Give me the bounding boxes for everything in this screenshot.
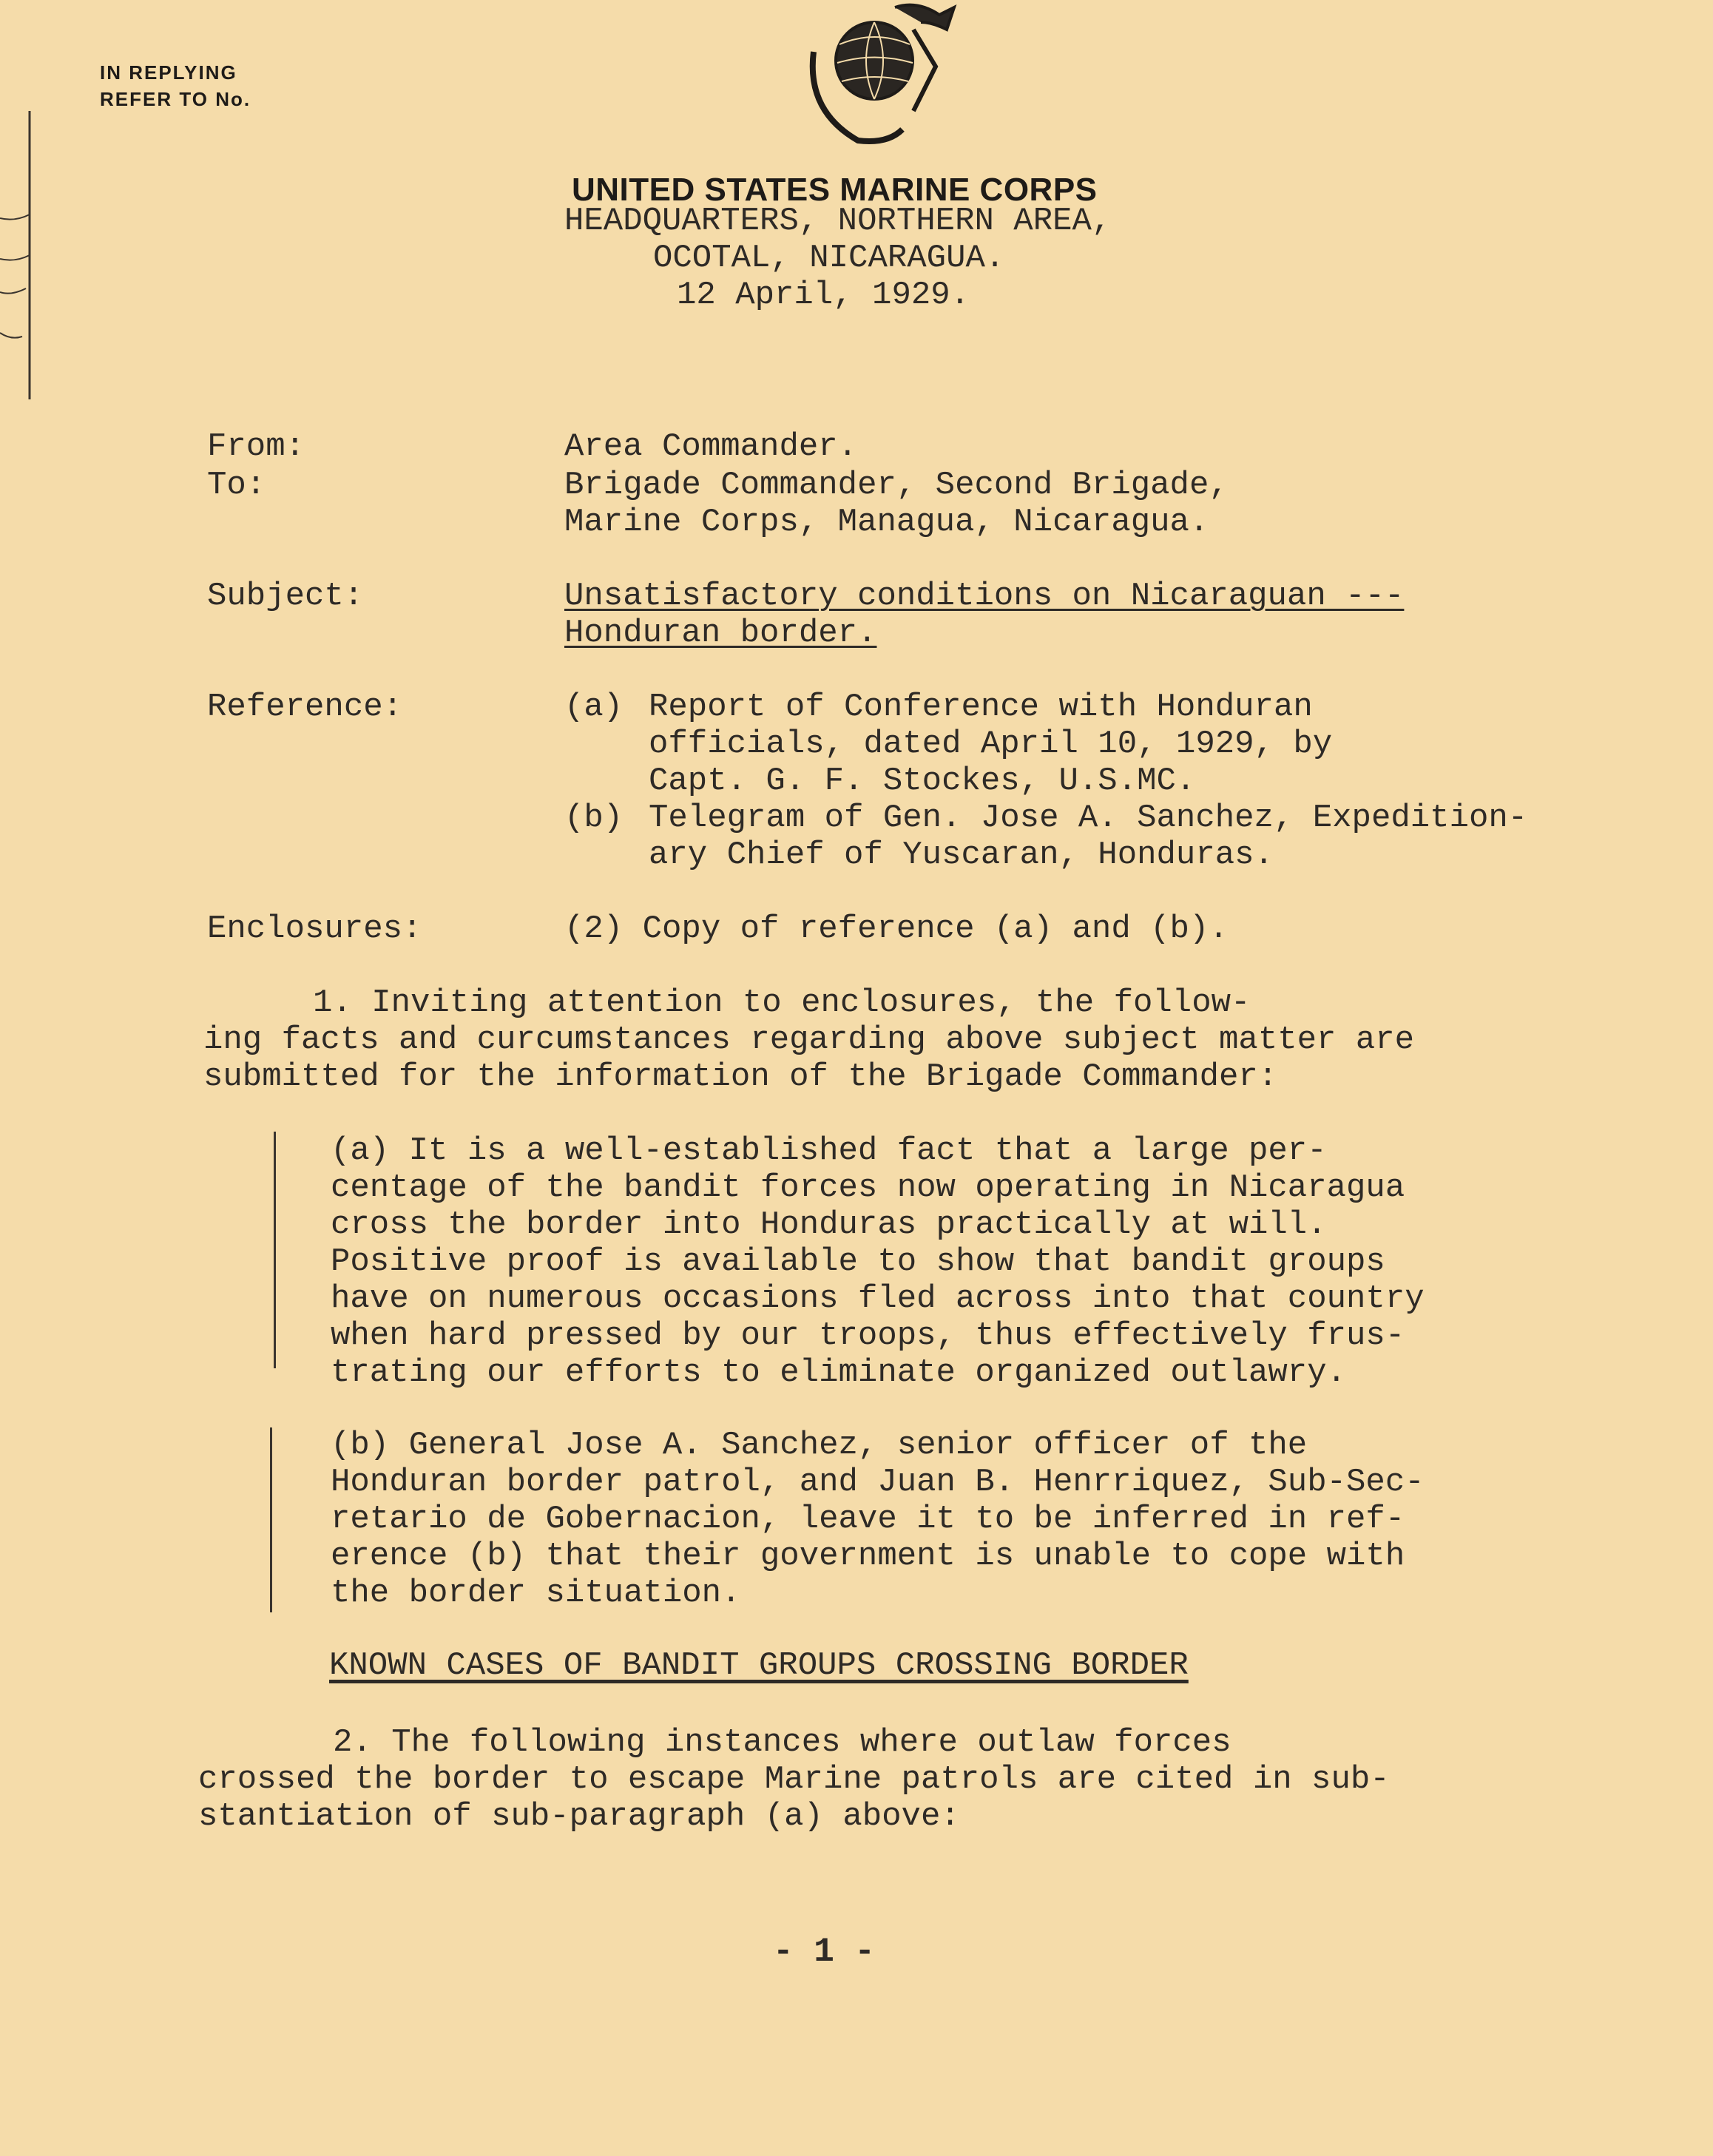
reply-line-2: REFER TO No.	[100, 88, 251, 110]
pa-line-2: centage of the bandit forces now operating in Nicaragua	[331, 1169, 1405, 1206]
pb-line-2: Honduran border patrol, and Juan B. Henrriquez, Sub-Sec-	[331, 1464, 1425, 1501]
p2-line-1: 2. The following instances where outlaw forces	[333, 1724, 1231, 1761]
section-heading: KNOWN CASES OF BANDIT GROUPS CROSSING BORDER	[329, 1647, 1189, 1684]
from-label: From:	[207, 428, 305, 465]
ref-b-line-2: ary Chief of Yuscaran, Honduras.	[649, 837, 1274, 873]
reply-reference-note	[100, 59, 251, 112]
location-line: OCOTAL, NICARAGUA.	[653, 240, 1005, 277]
subject-line-2: Honduran border.	[564, 615, 877, 652]
pa-line-7: trating our efforts to eliminate organized outlawry.	[331, 1354, 1347, 1391]
ref-a-line-3: Capt. G. F. Stockes, U.S.MC.	[649, 763, 1196, 800]
margin-bracket-mark	[0, 111, 44, 407]
headquarters-line: HEADQUARTERS, NORTHERN AREA,	[564, 203, 1112, 240]
enclosures-label: Enclosures:	[207, 910, 422, 947]
pa-line-5: have on numerous occasions fled across into that country	[331, 1280, 1425, 1317]
subject-label: Subject:	[207, 578, 364, 615]
ref-a-marker: (a)	[564, 689, 624, 726]
pa-line-3: cross the border into Honduras practically at will.	[331, 1206, 1327, 1243]
pb-line-1: (b) General Jose A. Sanchez, senior officer of the	[331, 1427, 1308, 1464]
reply-line-1: IN REPLYING	[100, 61, 237, 84]
pb-line-3: retario de Gobernacion, leave it to be inferred in ref-	[331, 1501, 1405, 1538]
margin-bracket-a	[274, 1132, 276, 1368]
ref-b-line-1: Telegram of Gen. Jose A. Sanchez, Expedition-	[649, 800, 1528, 837]
subject-line-1: Unsatisfactory conditions on Nicaraguan ---	[564, 578, 1405, 615]
ref-a-line-1: Report of Conference with Honduran	[649, 689, 1313, 726]
date-line: 12 April, 1929.	[677, 277, 970, 314]
from-value: Area Commander.	[564, 428, 858, 465]
margin-bracket-b	[270, 1427, 272, 1612]
ref-a-line-2: officials, dated April 10, 1929, by	[649, 726, 1333, 763]
enclosures-value: (2) Copy of reference (a) and (b).	[564, 910, 1229, 947]
page-number: - 1 -	[773, 1933, 876, 1971]
pa-line-6: when hard pressed by our troops, thus effectively frus-	[331, 1317, 1405, 1354]
eagle-globe-anchor-icon	[784, 0, 976, 148]
p1-line-1: 1. Inviting attention to enclosures, the follow-	[313, 984, 1251, 1021]
reference-label: Reference:	[207, 689, 403, 726]
to-value-line-2: Marine Corps, Managua, Nicaragua.	[564, 504, 1209, 541]
to-value-line-1: Brigade Commander, Second Brigade,	[564, 467, 1229, 504]
pa-line-1: (a) It is a well-established fact that a large per-	[331, 1132, 1327, 1169]
p1-line-3: submitted for the information of the Brigade Commander:	[203, 1058, 1278, 1095]
to-label: To:	[207, 467, 266, 504]
p2-line-2: crossed the border to escape Marine patrols are cited in sub-	[198, 1761, 1390, 1798]
pb-line-4: erence (b) that their government is unable to cope with	[331, 1538, 1405, 1575]
pb-line-5: the border situation.	[331, 1575, 741, 1612]
p2-line-3: stantiation of sub-paragraph (a) above:	[198, 1798, 960, 1835]
p1-line-2: ing facts and curcumstances regarding above subject matter are	[203, 1021, 1415, 1058]
pa-line-4: Positive proof is available to show that bandit groups	[331, 1243, 1385, 1280]
ref-b-marker: (b)	[564, 800, 624, 837]
organization-title: UNITED STATES MARINE CORPS	[572, 172, 1098, 208]
